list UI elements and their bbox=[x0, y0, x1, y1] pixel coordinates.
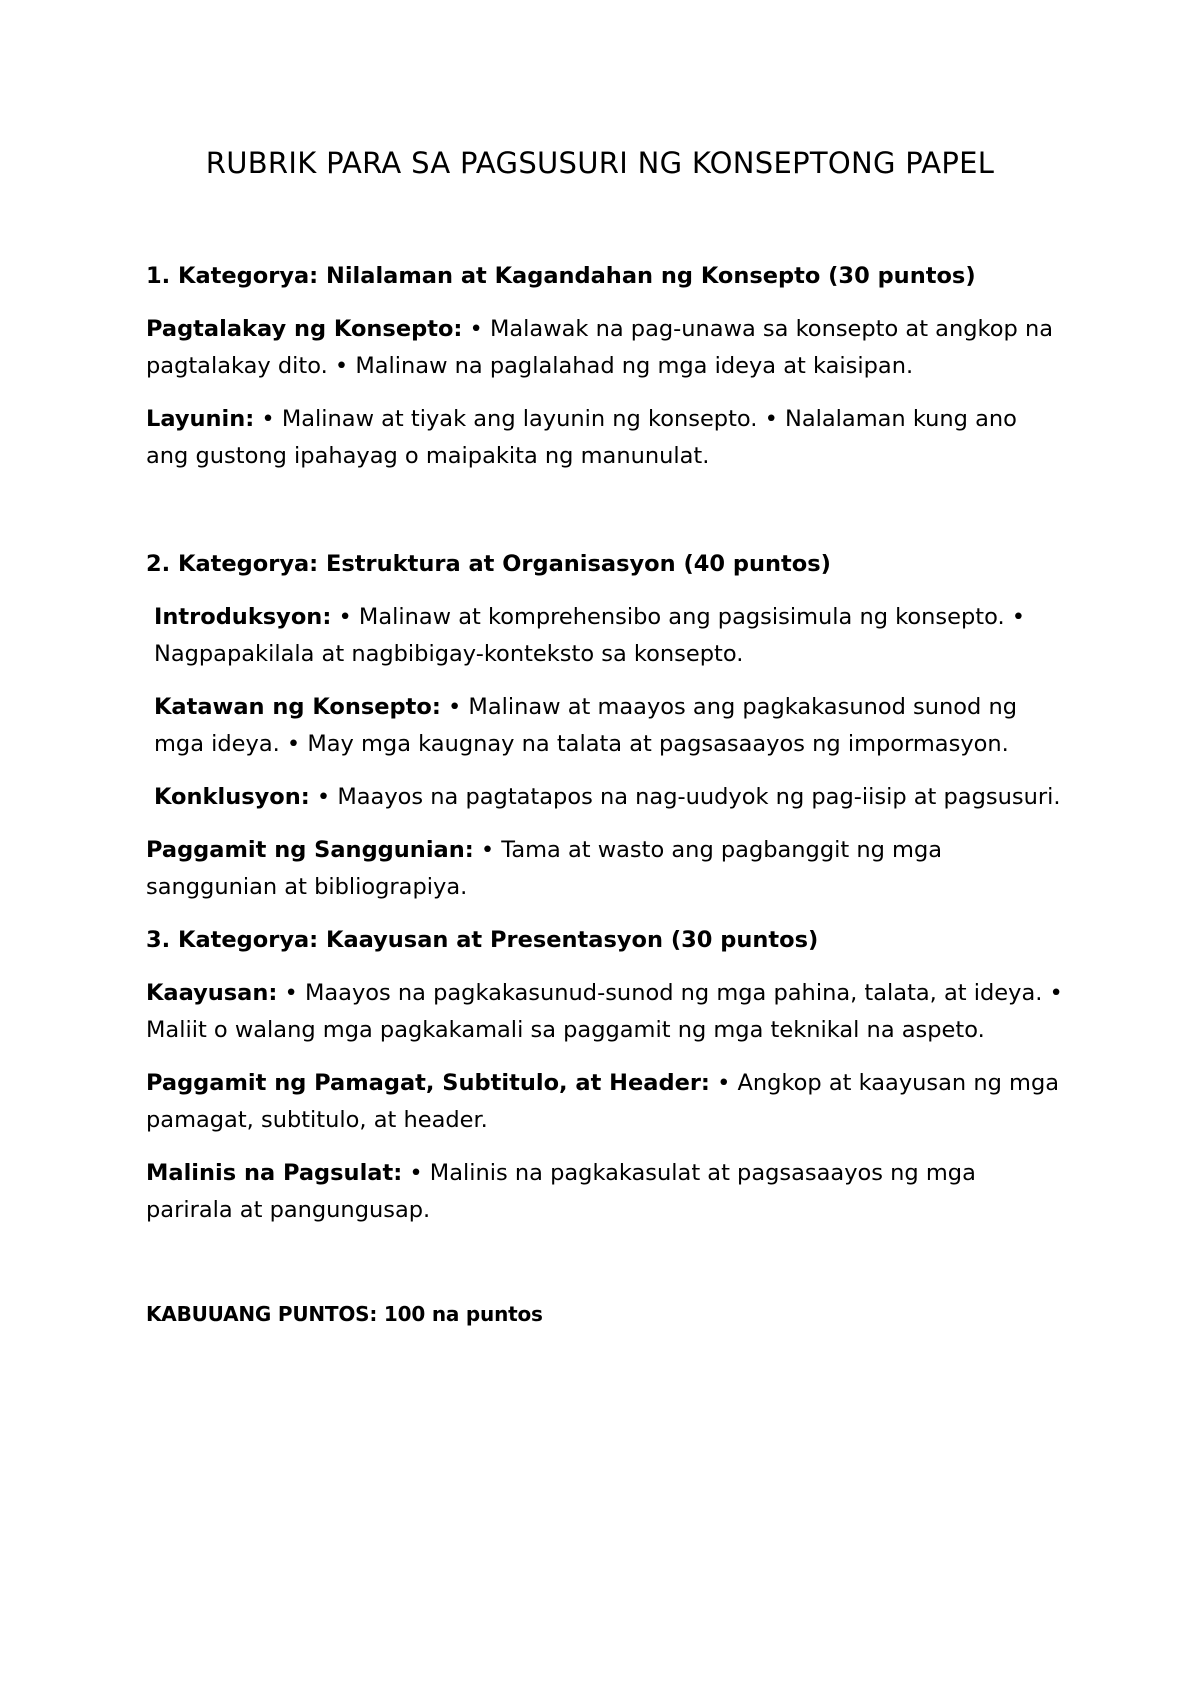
section-1-heading: 1. Kategorya: Nilalaman at Kagandahan ng Konsepto (30 puntos) bbox=[146, 263, 976, 289]
section-2-heading: 2. Kategorya: Estruktura at Organisasyon (40 puntos) bbox=[146, 551, 831, 577]
item-pamagat bbox=[146, 1065, 1066, 1139]
item-label: Konklusyon: bbox=[154, 784, 310, 810]
section-2 bbox=[146, 546, 1066, 1229]
item-label: Katawan ng Konsepto: bbox=[154, 694, 441, 720]
item-kaayusan bbox=[146, 975, 1066, 1049]
item-text: • Malinaw at maayos ang pagkakasunod sunod ng mga ideya. • May mga kaugnay na talata at pagsasaayos ng impormasyon. bbox=[154, 694, 1018, 757]
item-katawan bbox=[146, 689, 1066, 763]
item-label: Layunin: bbox=[146, 406, 255, 432]
item-text: • Angkop at kaayusan ng mga pamagat, subtitulo, at header. bbox=[146, 1070, 1060, 1133]
item-pagtalakay bbox=[146, 311, 1066, 385]
item-introduksyon bbox=[146, 599, 1066, 673]
item-text: • Maayos na pagkakasunud-sunod ng mga pahina, talata, at ideya. • Maliit o walang mga pagkakamali sa paggamit ng mga teknikal na aspeto. bbox=[146, 980, 1063, 1043]
item-text: • Maayos na pagtatapos na nag-uudyok ng pag-iisip at pagsusuri. bbox=[309, 784, 1061, 810]
item-konklusyon bbox=[146, 779, 1066, 816]
document-title: RUBRIK PARA SA PAGSUSURI NG KONSEPTONG PAPEL bbox=[205, 146, 995, 180]
item-label: Pagtalakay ng Konsepto: bbox=[146, 316, 463, 342]
item-text: • Malawak na pag-unawa sa konsepto at angkop na pagtalakay dito. • Malinaw na paglalahad ng mga ideya at kaisipan. bbox=[146, 316, 1053, 379]
item-label: Malinis na Pagsulat: bbox=[146, 1160, 403, 1186]
item-label: Kaayusan: bbox=[146, 980, 278, 1006]
item-label: Paggamit ng Pamagat, Subtitulo, at Header: bbox=[146, 1070, 710, 1096]
item-text: • Malinaw at tiyak ang layunin ng konsepto. • Nalalaman kung ano ang gustong ipahayag o maipakita ng manunulat. bbox=[146, 406, 1017, 469]
item-malinis bbox=[146, 1155, 1066, 1229]
item-text: • Malinis na pagkakasulat at pagsasaayos ng mga parirala at pangungusap. bbox=[146, 1160, 976, 1223]
item-label: Paggamit ng Sanggunian: bbox=[146, 837, 474, 863]
item-label: Introduksyon: bbox=[154, 604, 332, 630]
item-text: • Malinaw at komprehensibo ang pagsisimula ng konsepto. • Nagpapakilala at nagbibigay-konteksto sa konsepto. bbox=[154, 604, 1026, 667]
item-text: • Tama at wasto ang pagbanggit ng mga sanggunian at bibliograpiya. bbox=[146, 837, 943, 900]
section-1 bbox=[146, 258, 1066, 475]
item-layunin bbox=[146, 401, 1066, 475]
item-sanggunian bbox=[146, 832, 1066, 906]
section-3-heading: 3. Kategorya: Kaayusan at Presentasyon (30 puntos) bbox=[146, 927, 819, 953]
total-points: KABUUANG PUNTOS: 100 na puntos bbox=[146, 1302, 543, 1326]
